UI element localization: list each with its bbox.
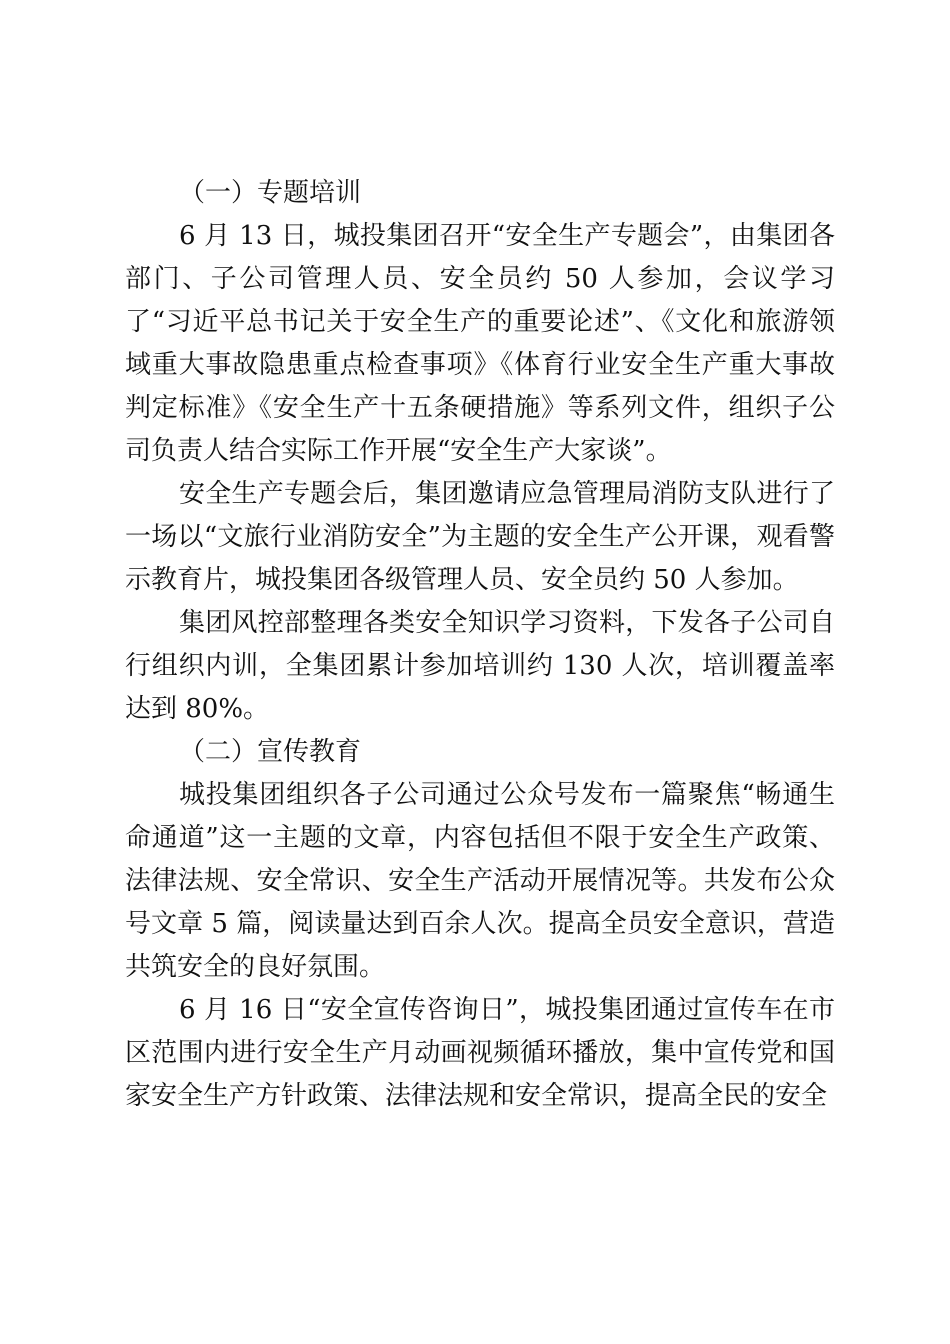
section-heading-training: （一）专题培训 xyxy=(179,178,362,208)
paragraph-internal-training: 集团风控部整理各类安全知识学习资料，下发各子公司自行组织内训，全集团累计参加培训约 130 人次，培训覆盖率达到 80%。 xyxy=(125,608,835,724)
paragraph-consultation-day: 6 月 16 日“安全宣传咨询日”，城投集团通过宣传车在市区范围内进行安全生产月动画视频循环播放，集中宣传党和国家安全生产方针政策、法律法规和安全常识，提高全民的安全 xyxy=(125,995,835,1111)
paragraph-wechat-articles: 城投集团组织各子公司通过公众号发布一篇聚焦“畅通生命通道”这一主题的文章，内容包括但不限于安全生产政策、法律法规、安全常识、安全生产活动开展情况等。共发布公众号文章 5 篇，阅读量达到百余人次。提高全员安全意识，营造共筑安全的良好氛围。 xyxy=(125,780,835,982)
paragraph-safety-meeting: 6 月 13 日，城投集团召开“安全生产专题会”，由集团各部门、子公司管理人员、安全员约 50 人参加，会议学习了“习近平总书记关于安全生产的重要论述”、《文化和旅游领域重大事故隐患重点检查事项》《体育行业安全生产重大事故判定标准》《安全生产十五条硬措施》等系列文件，组织子公司负责人结合实际工作开展“安全生产大家谈”。 xyxy=(125,221,835,466)
document-body xyxy=(125,172,835,1118)
section-heading-publicity: （二）宣传教育 xyxy=(179,737,362,767)
paragraph-fire-safety-class: 安全生产专题会后，集团邀请应急管理局消防支队进行了一场以“文旅行业消防安全”为主题的安全生产公开课，观看警示教育片，城投集团各级管理人员、安全员约 50 人参加。 xyxy=(125,479,835,595)
